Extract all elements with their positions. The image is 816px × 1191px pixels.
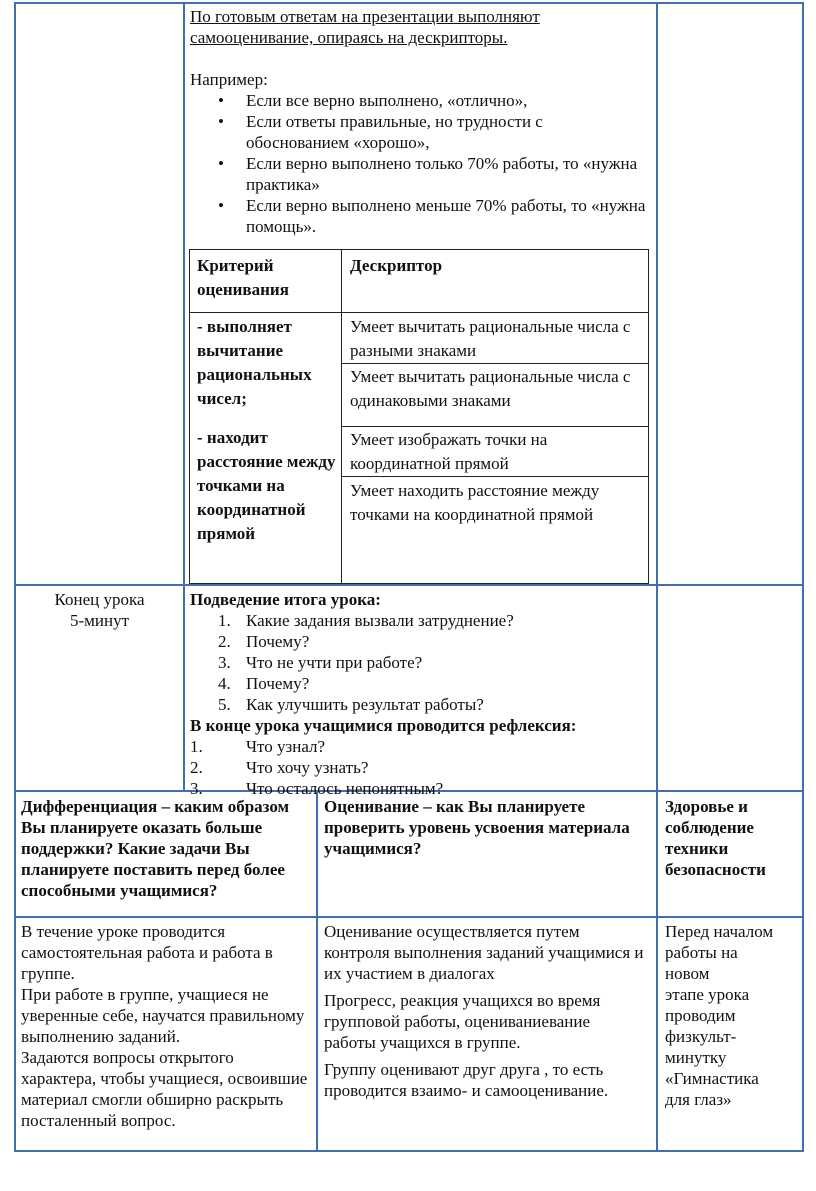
list-item: • Если все верно выполнено, «отлично», (190, 90, 650, 111)
stage-line2: 5-минут (69, 611, 130, 630)
stage-label (16, 589, 183, 631)
descriptor-2: Умеет вычитать рациональные числа с одинаковыми знаками (350, 367, 631, 410)
criteria-header-divider (189, 312, 649, 313)
stage-line1: Конец урока (54, 590, 145, 609)
list-item: 4. Почему? (218, 674, 310, 693)
list-item: 5. Как улучшить результат работы? (218, 695, 484, 714)
descriptor-divider-3 (341, 476, 649, 477)
assessment-content (324, 921, 646, 1101)
health-line: «Гимнастика (665, 1069, 759, 1088)
assessment-p2: Прогресс, реакция учащихся во время групповой работы, оцениваниевание работы учащихся в группе. (324, 991, 601, 1052)
col-divider-2 (656, 2, 658, 1152)
end-section (190, 589, 650, 799)
col-divider-bottom (316, 790, 318, 1152)
health-line: работы на (665, 943, 738, 962)
criteria-border-left (189, 249, 190, 584)
top-section (190, 6, 650, 237)
health-line: проводим (665, 1006, 736, 1025)
reflection-questions (190, 736, 650, 799)
health-content (665, 921, 800, 1110)
assessment-p3: Группу оценивают друг друга , то есть проводится взаимо- и самооценивание. (324, 1060, 609, 1100)
col-divider-1 (183, 2, 185, 792)
health-line: новом (665, 964, 710, 983)
differentiation-content (21, 921, 311, 1131)
reflection-title: В конце урока учащимися проводится рефлексия: (190, 716, 577, 735)
intro-text: По готовым ответам на презентации выполняют самооценивание, опираясь на дескрипторы. (190, 7, 540, 47)
summary-title: Подведение итога урока: (190, 590, 381, 609)
row-divider-1 (14, 584, 804, 586)
descriptor-divider-1 (341, 363, 649, 364)
differentiation-p2: При работе в группе, учащиеся не уверенные себе, научатся правильному выполнению заданий. (21, 985, 305, 1046)
list-item: 2. Почему? (218, 632, 310, 651)
health-line: Перед началом (665, 922, 774, 941)
list-item: • Если верно выполнено меньше 70% работы, то «нужна помощь». (190, 195, 650, 237)
criteria-border-right (648, 249, 649, 584)
assessment-header: Оценивание – как Вы планируете проверить уровень усвоения материала учащимися? (324, 797, 630, 858)
criteria-col-divider (341, 249, 342, 584)
criteria-header-criterion: Критерий оценивания (197, 256, 289, 299)
row-divider-3 (14, 916, 804, 918)
health-line: этапе урока (665, 985, 750, 1004)
descriptor-4: Умеет находить расстояние между точками на координатной прямой (350, 481, 600, 524)
descriptor-3: Умеет изображать точки на координатной прямой (350, 430, 548, 473)
list-item: 2. Что хочу узнать? (190, 758, 369, 777)
assessment-p1: Оценивание осуществляется путем контроля выполнения заданий учащимися и их участием в диалогах (324, 922, 644, 983)
differentiation-p1: В течение уроке проводится самостоятельная работа и работа в группе. (21, 922, 273, 983)
list-item: • Если ответы правильные, но трудности с обоснованием «хорошо», (190, 111, 650, 153)
health-line: для глаз» (665, 1090, 732, 1109)
list-item: 1. Что узнал? (190, 737, 326, 756)
criterion-2: - находит расстояние между точками на координатной прямой (197, 428, 336, 543)
criteria-border-bottom (189, 583, 649, 584)
list-item: 3. Что не учти при работе? (218, 653, 423, 672)
summary-questions (190, 610, 650, 715)
list-item: 1. Какие задания вызвали затруднение? (218, 611, 514, 630)
descriptor-1: Умеет вычитать рациональные числа с разными знаками (350, 317, 631, 360)
list-item: • Если верно выполнено только 70% работы, то «нужна практика» (190, 153, 650, 195)
health-line: минутку (665, 1048, 727, 1067)
outer-border-top (14, 2, 804, 4)
descriptor-divider-2 (341, 426, 649, 427)
criteria-border-top (189, 249, 649, 250)
differentiation-header: Дифференциация – каким образом Вы планируете оказать больше поддержки? Какие задачи Вы планируете поставить перед более способными учащимися? (21, 797, 290, 900)
health-header: Здоровье и соблюдение техники безопасности (665, 797, 766, 879)
criterion-1: - выполняет вычитание рациональных чисел; (197, 317, 312, 408)
health-line: физкульт- (665, 1027, 737, 1046)
outer-border-left (14, 2, 16, 1152)
criteria-header-descriptor: Дескриптор (350, 256, 443, 275)
list-item: 3. Что осталось непонятным? (190, 779, 444, 798)
outer-border-right (802, 2, 804, 1152)
differentiation-p3: Задаются вопросы открытого характера, чтобы учащиеся, освоившие материал смогли обширно раскрыть посталенный вопрос. (21, 1048, 308, 1130)
outer-border-bottom (14, 1150, 804, 1152)
grading-bullets (190, 90, 650, 237)
example-label: Например: (190, 70, 268, 89)
